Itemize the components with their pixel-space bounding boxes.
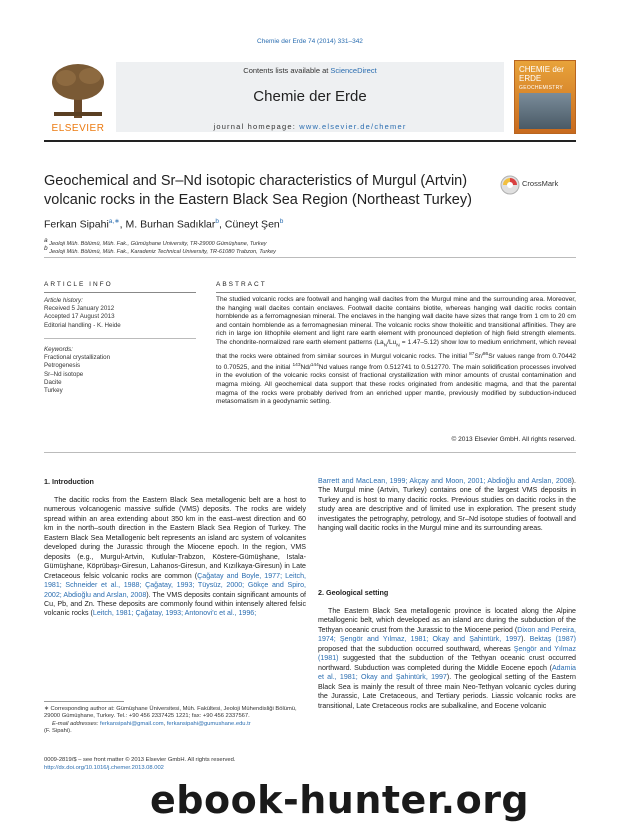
geological-setting-paragraph [318, 607, 576, 711]
journal-info-panel [116, 62, 504, 132]
keywords-block [44, 346, 194, 395]
cover-image [519, 93, 571, 129]
author-name[interactable]: Ferkan Sipahi [44, 218, 109, 231]
reference-link[interactable]: Bektaş (1987) [529, 635, 576, 644]
article-info-label: ARTICLE INFO [44, 281, 113, 288]
reference-link[interactable]: Çağatay and Boyle, 1977; Leitch, 1981; Schneider et al., 1988; Çağatay, 1993; Tüysüz, 2000; Gökçe and Spiro, 2002; Abdioğlu and Arslan, 2008 [44, 571, 306, 599]
history-heading: Article history: [44, 297, 83, 304]
keyword-item: Sr–Nd isotope [44, 370, 84, 378]
author-name[interactable]: M. Burhan Sadıklar [125, 218, 216, 231]
author-list [44, 217, 283, 231]
keywords-heading: Keywords: [44, 346, 73, 353]
elsevier-logo [44, 60, 112, 134]
homepage-line [116, 122, 504, 131]
abstract-label: ABSTRACT [216, 281, 267, 288]
elsevier-tree-icon [44, 60, 112, 120]
abstract-copyright: © 2013 Elsevier GmbH. All rights reserved. [451, 436, 576, 443]
introduction-paragraph [44, 496, 306, 619]
contents-prefix: Contents lists available at [243, 66, 331, 75]
author-separator: , [119, 218, 126, 231]
affiliation-mark: a [44, 237, 48, 244]
crossmark-label: CrossMark [522, 179, 559, 188]
abstract-bottom-rule [44, 452, 576, 453]
abstract-part: Nd values range from 0.512741 to 0.512770. The main solidification processes involved in the evolution of the volcanic rocks consist of fractional crystallization with minor amounts of crustal contamination and magma mixing. All geochemical data support that these rocks originated from andesitic magma, and that the parental magma of the rocks were probably derived from an enriched upper mantle, previously modified by subduction-induced metasomatism in a geodynamic setting. [216, 363, 577, 406]
doi-link[interactable]: http://dx.doi.org/10.1016/j.chemer.2013.08.002 [44, 764, 164, 771]
author-sup[interactable]: a,∗ [108, 218, 120, 225]
issn-line: 0009-2819/$ – see front matter © 2013 Elsevier GmbH. All rights reserved. [44, 757, 236, 763]
reference-link[interactable]: Dixon and Pereira, 1974; Şengör and Yılmaz, 1981; Okay and Şahintürk, 1997 [318, 625, 576, 644]
keyword-item: Fractional crystallization [44, 354, 111, 362]
publication-meta [44, 757, 304, 772]
history-item: Accepted 17 August 2013 [44, 313, 115, 321]
affiliation-mark: b [44, 245, 48, 252]
abstract-part: = 1.47–5.12) show low to medium enrichment, which reveal that the rocks were obtained from similar sources in Murgul volcanic rocks. The initial [216, 338, 576, 361]
email-owner: (F. Sipahi). [44, 728, 72, 735]
author-name[interactable]: Cüneyt Şen [224, 218, 280, 231]
sciencedirect-link[interactable]: ScienceDirect [330, 66, 377, 75]
watermark-banner [150, 780, 620, 827]
abstract-sup: 87 [469, 351, 475, 357]
abstract-part: Sr values range from 0.70442 to 0.70525, and the initial [216, 353, 576, 371]
journal-title: Chemie der Erde [253, 88, 367, 105]
abstract-text [216, 296, 576, 407]
journal-citation[interactable]: Chemie der Erde 74 (2014) 331–342 [257, 38, 363, 45]
paragraph-text: The dacitic rocks from the Eastern Black Sea metallogenic belt are a host to numerous volcanogenic massive sulfide (VMS) deposits. The rocks are widely spread within an area extending about 350 km in the east–west direction and 60 km in the north–south direction in the Eastern Black Sea Region of Turkey. The Eastern Black Sea Metallogenic belt represents an island arc system of volcanites developed during the Jurassic through the Miocene epoch. In the region, VMS deposits (e.g., Murgul-Artvin, Kutlular-Trabzon, Köstere-Gümüşhane, Istala-Gümüşhane, Köprübaşı-Giresun, Lahanos-Giresun, and Kızılkaya-Giresun) in Late Cretaceous felsic volcanic rocks are common ( [44, 496, 306, 580]
reference-link[interactable]: Leitch, 1981; Çağatay, 1993; Antonovi'c et al., 1996; [92, 609, 257, 618]
abstract-sub: N [396, 343, 400, 349]
elsevier-wordmark: ELSEVIER [51, 123, 105, 134]
abstract-part: The studied volcanic rocks are footwall and hanging wall dacites from the Murgul mine and the surrounding area. Moreover, the hanging wall dacites contain enclaves. Footwall dacite contains biotite, whereas hanging wall dacitic rocks contain hornblende as a ferromagnesian mineral. The enclaves in the hanging wall dacite have sizes that range from 1 cm to 20 cm and contain hornblende as a ferromagnesian mineral. The volcanic rocks show tholeiitic and transitional affinities. They are rich in large ion lithophile element and light rare earth element with pronounced depletion of high field strength elements. The chondrite-normalized rare earth element patterns (La [216, 296, 576, 346]
cover-subtitle: GEOCHEMISTRY [519, 85, 564, 91]
footnote [44, 706, 302, 736]
keywords-rule [44, 338, 196, 339]
watermark-text: ebook-hunter.org [150, 778, 530, 822]
journal-cover[interactable] [514, 60, 576, 134]
section-heading-introduction: 1. Introduction [44, 477, 94, 486]
author-sup[interactable]: b [279, 218, 284, 225]
email-label: E-mail addresses: [52, 720, 101, 727]
article-info-rule [44, 292, 196, 293]
keyword-item: Dacite [44, 378, 62, 386]
cover-title: CHEMIE der ERDE [519, 65, 564, 83]
footnote-text: ∗ Corresponding author at: Gümüşhane Üniversitesi, Müh. Fakültesi, Jeoloji Mühendisliği Bölümü, 29000 Gümüşhane, Turkey. Tel.: +90 456 2337425 1221; fax: +90 456 2337567. [44, 706, 297, 720]
keyword-item: Turkey [44, 387, 63, 395]
paragraph-text: ). The Murgul mine (Artvin, Turkey) contains one of the largest VMS deposits in Turkey and is host to many dacitic rocks. Previous studies on dacitic rocks in the study area are descriptive and of limited use in exploration. The present study investigates the petrography, petrology, and Sr–Nd isotope studies of footwall and hanging wall dacitic rocks in the Murgul mine and its surrounding areas. [318, 477, 576, 533]
contents-line [116, 66, 504, 75]
reference-link[interactable]: Barrett and MacLean, 1999; Akçay and Moon, 2001; Abdioğlu and Arslan, 2008 [318, 477, 572, 485]
paragraph-text: ). [521, 635, 530, 644]
article-history [44, 297, 194, 330]
header-divider [44, 140, 576, 142]
reference-link[interactable]: Şengör and Yılmaz (1981) [318, 644, 576, 663]
abstract-sup: 143 [292, 362, 301, 368]
crossmark-icon [500, 175, 520, 195]
paragraph-text: The Eastern Black Sea metallogenic province is located along the Alpine metallogenic belt, which developed as an island arc during the subduction of the Tethyan oceanic crust from the Jurassic to the Miocene period ( [318, 607, 576, 634]
paragraph-text: ). The VMS deposits contain significant amounts of Cu, Pb, and Zn. These deposits are commonly found within intensely altered felsic volcanic rocks ( [44, 590, 307, 618]
history-item: Editorial handling - K. Heide [44, 321, 121, 329]
paragraph-text: ). The geological setting of the Eastern Black Sea is mainly the result of three main Neo-Tethyan volcanic cycles during the Jurassic, Late Cretaceous, and Tertiary periods. Liassic volcanic rocks are transitional, Late Cretaceous rocks are subalkaline, and Eocene volcanic [318, 673, 576, 710]
paragraph-text: proposed that the subduction occurred southward, whereas [318, 644, 514, 653]
reference-link[interactable]: Adamia et al., 1981; Okay and Şahintürk, 1997 [318, 663, 576, 682]
history-item: Received 5 January 2012 [44, 305, 115, 313]
keyword-item: Petrogenesis [44, 362, 81, 370]
abstract-part: Nd/ [300, 363, 311, 371]
abstract-part: Sr/ [474, 353, 483, 361]
journal-header [44, 58, 576, 136]
abstract-sub: N [383, 343, 388, 349]
author-sup[interactable]: b [215, 218, 220, 225]
abstract-part: /Lu [387, 338, 397, 346]
abstract-sup: 144 [310, 362, 319, 368]
section-heading-geological-setting: 2. Geological setting [318, 588, 389, 597]
email-link[interactable]: ferkansipahi@gumushane.edu.tr [166, 720, 251, 727]
author-separator: , [219, 218, 225, 231]
paragraph-text: suggested that the subduction of the Tethyan oceanic crust occurred northward. Subduction was completed during the Middle Eocene epoch ( [318, 654, 576, 672]
homepage-link[interactable]: www.elsevier.de/chemer [299, 122, 407, 131]
introduction-continued [318, 477, 576, 534]
affiliation-divider [44, 257, 576, 258]
abstract-sup: 86 [482, 351, 489, 357]
affiliation-text: Jeoloji Müh. Bölümü, Müh. Fak., Karadeniz Technical University, TR-61080 Trabzon, Turkey [49, 248, 276, 255]
paper-title: Geochemical and Sr–Nd isotopic characteristics of Murgul (Artvin) volcanic rocks in the Eastern Black Sea Region (Northeast Turkey) [44, 173, 472, 208]
abstract-rule [216, 292, 576, 293]
email-link[interactable]: ferkansipahi@gmail.com [100, 720, 164, 727]
footnote-emails [44, 721, 302, 728]
homepage-prefix: journal homepage: [213, 122, 300, 131]
email-separator: , [163, 720, 167, 727]
affiliation [44, 245, 276, 255]
crossmark-badge[interactable] [500, 175, 570, 195]
affiliation-text: Jeoloji Müh. Bölümü, Müh. Fak., Gümüşhane University, TR-29000 Gümüşhane, Turkey [49, 240, 267, 247]
footnote-rule [44, 701, 124, 702]
